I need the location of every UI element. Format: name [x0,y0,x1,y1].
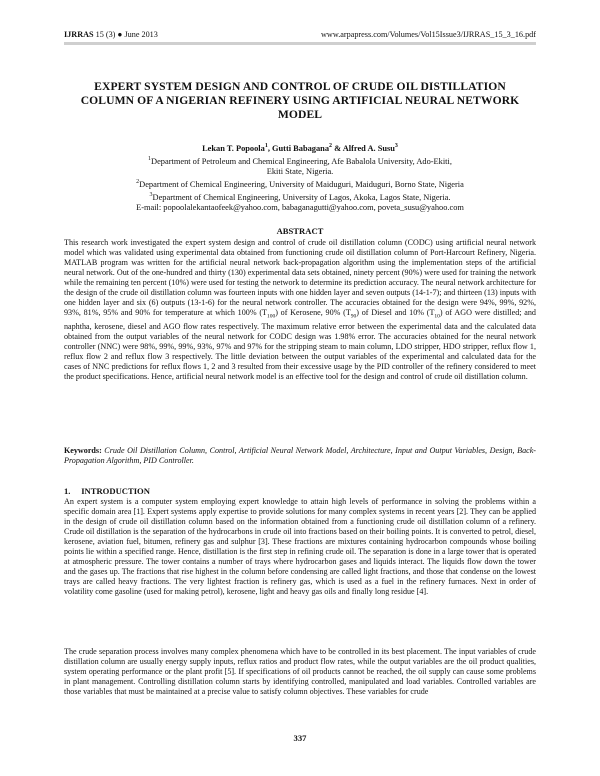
author-1: Lekan T. Popoola [202,143,265,153]
affiliation-2-sup: 2 [136,179,140,186]
abstract-sub-1: 100 [266,313,276,320]
intro-paragraph-1: An expert system is a computer system employing expert knowledge to attain high levels of performance in solving the problems within a specific domain area [1]. Expert systems apply expertise to provide solutions for many complex systems in recent years [2]. They can be applied in the design of crude oil distillation column based on the information obtained from a functioning crude oil distillation column of a refinery. Crude oil distillation is the separation of the hydrocarbons in crude oil into fractions based on their boiling points. It is converted to petrol, diesel, kerosene, aviation fuel, bitumen, refinery gas and sulphur [3]. These fractions are mixtures containing hydrocarbon compounds whose boiling points lie within a specified range. Hence, distillation is the first step in refining crude oil. The separation is done in a large tower that is operated at atmospheric pressure. The tower contains a number of trays where hydrocarbon gases and liquids interact. The liquids flow down the tower and the gases up. The fractions that rise highest in the column before condensing are called light fractions, and those that condense on the lowest trays are called heavy fractions. The very lightest fraction is refinery gas, which is used as a fuel in the refinery furnaces. Next in order of volatility come gasoline (used for making petrol), kerosene, light and heavy gas oils and finally long residue [4]. [64,497,536,597]
section-heading-introduction: 1. INTRODUCTION [64,486,150,496]
abstract-heading: ABSTRACT [276,226,324,236]
author-names [70,141,530,154]
author-block [70,141,530,213]
affiliation-1-text: Department of Petroleum and Chemical Engineering, Afe Babalola University, Ado-Ekiti, [151,156,452,166]
author-3: & Alfred A. Susu [332,143,395,153]
affiliation-1-sup: 1 [148,156,152,162]
abstract-part-2: ) of Kerosene, 90% (T [275,308,351,318]
affiliation-2 [70,177,530,190]
affiliation-1b: Ekiti State, Nigeria. [266,167,334,176]
author-emails: E-mail: popoolalekantaofeek@yahoo.com, babaganagutti@yahoo.com, poveta_susu@yahoo.com [136,203,464,213]
abstract-part-3: ) of Diesel and 10% (T [356,308,435,318]
author-3-sup: 3 [394,143,398,149]
keywords-label: Keywords: [64,446,102,455]
affiliation-1 [70,154,530,167]
abstract-text [64,238,536,382]
affiliation-3-sup: 3 [149,192,153,199]
abstract-part-1: This research work investigated the expert system design and control of crude oil distillation column (CODC) using artificial neural network model which was validated using experimental data obtained from functioning crude oil distillation column of Port-Harcourt Refinery, Nigeria. MATLAB program was written for the artificial neural network back-propagation algorithm using the implementation steps of the artificial neural network. Out of the one-hundred and thirty (130) experimental data sets obtained, ninety percent (90%) were used for training the network while the remaining ten percent (10%) were used for testing the network to determine its prediction accuracy. The neural network architecture for the design of the crude oil distillation column was fourteen inputs with one hidden layer and seven outputs (14-1-7); and thirteen (13) inputs with one hidden layer and six (6) outputs (13-1-6) for the neural network controller. The accuracies obtained for the design were 94%, 99%, 92%, 93%, 81%, 95% and 90% for temperature at which 100% (T [64,238,536,318]
abstract-sub-3: 10 [434,313,440,320]
affiliation-2-text: Department of Chemical Engineering, University of Maiduguri, Maiduguri, Borno State, Nigeria [139,180,464,189]
author-2-sup: 2 [329,143,333,149]
affiliation-3 [70,190,530,203]
keywords-list: Crude Oil Distillation Column, Control, Artificial Neural Network Model, Architecture, Input and Output Variables, Design, Back-Propagation Algorithm, PID Controller. [64,446,536,466]
abstract-part-4: ) of AGO were distilled; and naphtha, kerosene, diesel and AGO flow rates respectively. The maximum relative error between the experimental data and the calculated data obtained from the output variables of the neural network for CODC design was 1.98% error. The accuracies obtained for the neural network controller (NNC) were 98%, 99%, 99%, 93%, 97% and 97% for the stripping steam to main column, LDO stripper, HDO stripper, reflux flow 1, reflux flow 2 and reflux flow 3 respectively. The little deviation between the output variables of the experimental and calculated data for the cases of NNC predictions for reflux flows 1, 2 and 3 resulted from their excessive usage by the PID controller of the refinery considered to meet the product specifications. Hence, artificial neural network model is an effective tool for the design and control of crude oil distillation column. [64,308,536,382]
journal-issue [64,30,158,39]
author-2: , Gutti Babagana [267,143,330,153]
abstract-sub-2: 90 [350,313,357,320]
author-1-sup: 1 [264,143,268,149]
article-url: www.arpapress.com/Volumes/Vol15Issue3/IJRRAS_15_3_16.pdf [321,29,536,39]
intro-paragraph-2: The crude separation process involves many complex phenomena which have to be controlled in its best placement. The input variables of crude distillation column are usually energy supply inputs, reflux ratios and product flow rates, while the output variables are the oil product qualities, system operating performance or the plant profit [5]. If specifications of oil products cannot be reached, the oil supply can cause some problems in plant management. Controlling distillation column starts by identifying controlled, manipulated and load variables. Controlled variables are those variables that must be maintained at a precise value to satisfy column objectives. These variables for crude [64,647,536,697]
running-header [64,27,536,41]
page-number: 337 [293,733,307,743]
header-rule [64,42,536,45]
journal-name: IJRRAS [64,29,94,39]
issue-info: 15 (3) ● June 2013 [93,29,158,39]
paper-title: EXPERT SYSTEM DESIGN AND CONTROL OF CRUDE OIL DISTILLATION COLUMN OF A NIGERIAN REFINERY USING ARTIFICIAL NEURAL NETWORK MODEL [80,80,520,122]
affiliation-3-text: Department of Chemical Engineering, University of Lagos, Akoka, Lagos State, Nigeria. [152,193,451,202]
keywords [64,446,536,466]
